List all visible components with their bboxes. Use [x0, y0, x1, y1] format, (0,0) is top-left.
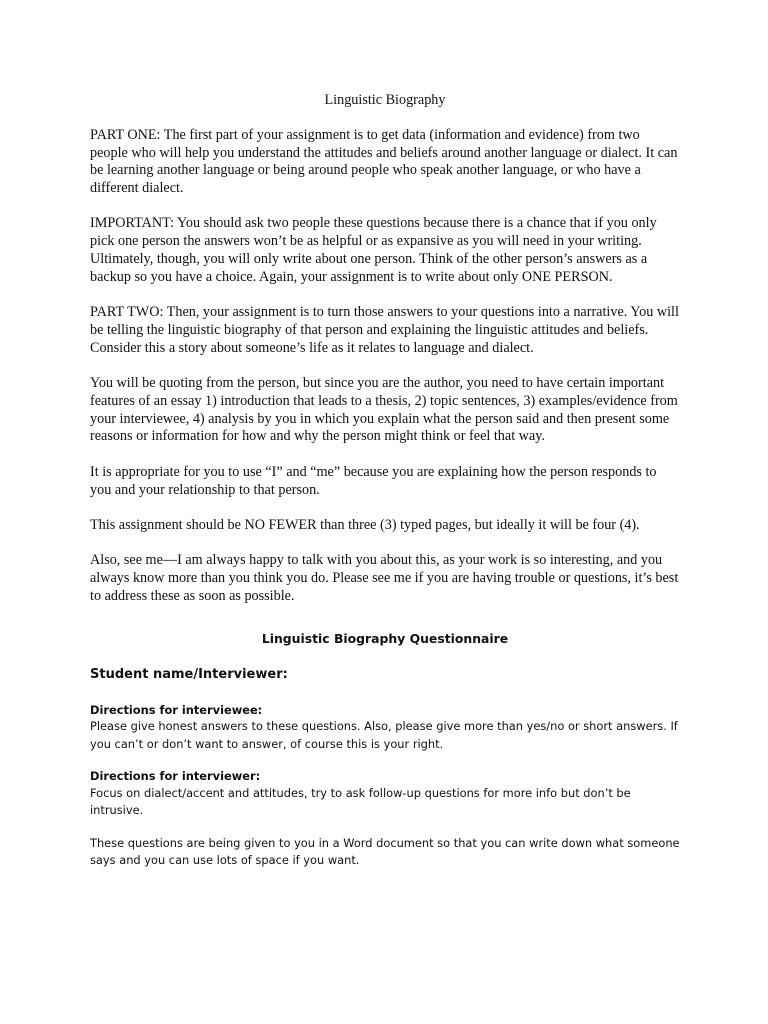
length-paragraph: This assignment should be NO FEWER than three (3) typed pages, but ideally it will be four (4). [90, 516, 640, 533]
interviewer-directions-heading: Directions for interviewer: [90, 769, 261, 784]
quoting-paragraph: You will be quoting from the person, but since you are the author, you need to have certain important features of an essay 1) introduction that leads to a thesis, 2) topic sentences, 3) examples/evidence from your interviewee, 4) analysis by you in which you explain what the person said and then present some reasons or information for how and why the person might think or feel that way. [90, 375, 678, 445]
part-one-paragraph: PART ONE: The first part of your assignment is to get data (information and evidence) from two people who will help you understand the attitudes and beliefs around another language or dialect. It can be learning another language or being around people who speak another language, or who have a different dialect. [90, 126, 678, 197]
important-paragraph: IMPORTANT: You should ask two people these questions because there is a chance that if you only pick one person the answers won’t be as helpful or as expansive as you will need in your writing. Ultimately, though, you will only write about one person. Think of the other person’s answers as a backup so you have a choice. Again, your assignment is to write about only ONE PERSON. [90, 215, 657, 285]
document-title: Linguistic Biography [324, 92, 446, 108]
part-two-paragraph: PART TWO: Then, your assignment is to turn those answers to your questions into a narrative. You will be telling the linguistic biography of that person and explaining the linguistic attitudes and beliefs. Consider this a story about someone’s life as it relates to language and dialect. [90, 304, 679, 356]
interviewee-directions-heading: Directions for interviewee: [90, 702, 263, 717]
student-name-line: Student name/Interviewer: [90, 666, 288, 682]
word-document-note: These questions are being given to you in a Word document so that you can write down what someone says and you can use lots of space if you want. [90, 835, 680, 868]
see-me-paragraph: Also, see me—I am always happy to talk with you about this, as your work is so interesting, and you always know more than you think you do. Please see me if you are having trouble or questions, it’s best to address these as soon as possible. [90, 552, 679, 604]
interviewer-directions-text: Focus on dialect/accent and attitudes, try to ask follow-up questions for more info but don’t be intrusive. [90, 785, 631, 818]
pronoun-paragraph: It is appropriate for you to use “I” and “me” because you are explaining how the person responds to you and your relationship to that person. [90, 463, 657, 498]
document-page [90, 92, 680, 885]
questionnaire-title: Linguistic Biography Questionnaire [261, 630, 509, 646]
interviewee-directions-text: Please give honest answers to these questions. Also, please give more than yes/no or short answers. If you can’t or don’t want to answer, of course this is your right. [90, 719, 678, 751]
